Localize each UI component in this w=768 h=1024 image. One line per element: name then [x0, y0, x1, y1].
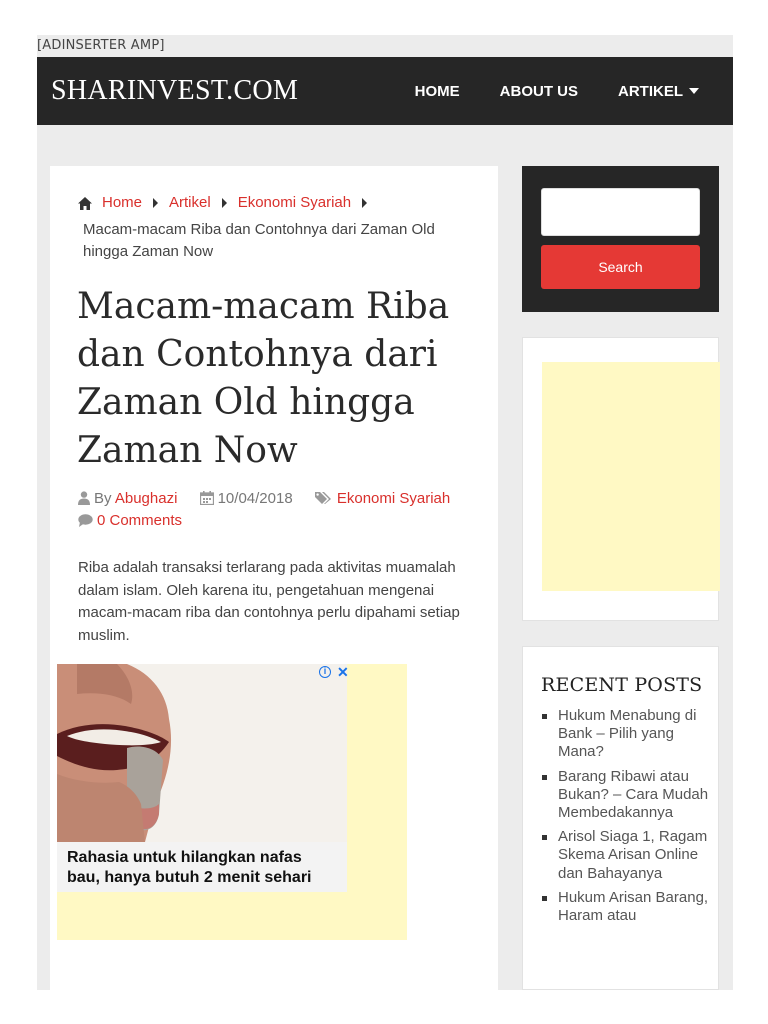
- home-icon: [78, 197, 92, 210]
- by-label: By: [94, 490, 112, 507]
- breadcrumb-home[interactable]: Home: [102, 194, 143, 211]
- site-brand[interactable]: SHARINVEST.COM: [51, 75, 299, 106]
- ad-image[interactable]: [57, 664, 347, 842]
- nav-artikel[interactable]: [618, 83, 699, 100]
- article-meta: [78, 488, 478, 532]
- search-button[interactable]: Search: [541, 245, 700, 289]
- breadcrumb-separator-icon: [153, 198, 158, 208]
- breadcrumb: [78, 192, 473, 263]
- breadcrumb-separator-icon: [362, 198, 367, 208]
- tags-icon: [315, 491, 333, 505]
- recent-post-item[interactable]: Hukum Arisan Barang, Haram atau: [541, 889, 711, 925]
- caret-down-icon: [689, 88, 699, 94]
- nav-artikel-label: ARTIKEL: [618, 82, 683, 100]
- breadcrumb-current: Macam-macam Riba dan Contohnya dari Zaman Old hingga Zaman Now: [83, 221, 435, 260]
- category-link[interactable]: Ekonomi Syariah: [336, 490, 451, 507]
- nav-home-label: HOME: [414, 82, 460, 100]
- comment-icon: [78, 514, 93, 527]
- recent-post-item[interactable]: Arisol Siaga 1, Ragam Skema Arisan Online dan Bahayanya: [541, 828, 711, 883]
- main-nav: [415, 57, 733, 125]
- article-excerpt: Riba adalah transaksi terlarang pada aktivitas muamalah dalam islam. Oleh karena itu, pengetahuan mengenai macam-macam riba dan contohnya perlu dipahami setiap muslim.: [78, 559, 460, 644]
- ad-mouth-image: [57, 664, 347, 842]
- breadcrumb-separator-icon: [222, 198, 227, 208]
- user-icon: [78, 491, 90, 505]
- breadcrumb-ekonomi-syariah[interactable]: Ekonomi Syariah: [237, 194, 352, 211]
- page-wrapper: [37, 35, 733, 990]
- nav-home[interactable]: [415, 83, 460, 100]
- adinserter-placeholder: [ADINSERTER AMP]: [37, 38, 165, 53]
- breadcrumb-artikel[interactable]: Artikel: [169, 194, 211, 211]
- search-input[interactable]: [541, 188, 700, 236]
- ad-info-icon[interactable]: i: [319, 666, 331, 678]
- ad-caption[interactable]: Rahasia untuk hilangkan nafas bau, hanya butuh 2 menit sehari: [67, 849, 312, 886]
- article-card: [50, 166, 498, 1006]
- post-date: 10/04/2018: [217, 490, 293, 507]
- recent-posts-title: RECENT POSTS: [541, 674, 703, 696]
- author-link[interactable]: Abughazi: [114, 490, 178, 507]
- search-widget: [522, 166, 719, 312]
- article-title: Macam-macam Riba dan Contohnya dari Zaman Old hingga Zaman Now: [77, 286, 450, 471]
- comments-link[interactable]: 0 Comments: [97, 512, 183, 529]
- recent-post-item[interactable]: Barang Ribawi atau Bukan? – Cara Mudah Membedakannya: [541, 768, 711, 823]
- calendar-icon: [200, 491, 214, 505]
- ad-controls: [319, 666, 349, 678]
- sidebar-ad-widget: [522, 337, 719, 621]
- ad-close-icon[interactable]: ✕: [337, 664, 349, 680]
- recent-posts-widget: [522, 646, 719, 990]
- site-navbar: [37, 57, 733, 125]
- inline-ad[interactable]: [57, 664, 407, 940]
- recent-post-item[interactable]: Hukum Menabung di Bank – Pilih yang Mana?: [541, 707, 711, 762]
- recent-posts-list: [541, 707, 711, 931]
- nav-about-label: ABOUT US: [499, 82, 578, 100]
- sidebar-ad-slot[interactable]: [542, 362, 720, 591]
- nav-about-us[interactable]: [500, 83, 578, 100]
